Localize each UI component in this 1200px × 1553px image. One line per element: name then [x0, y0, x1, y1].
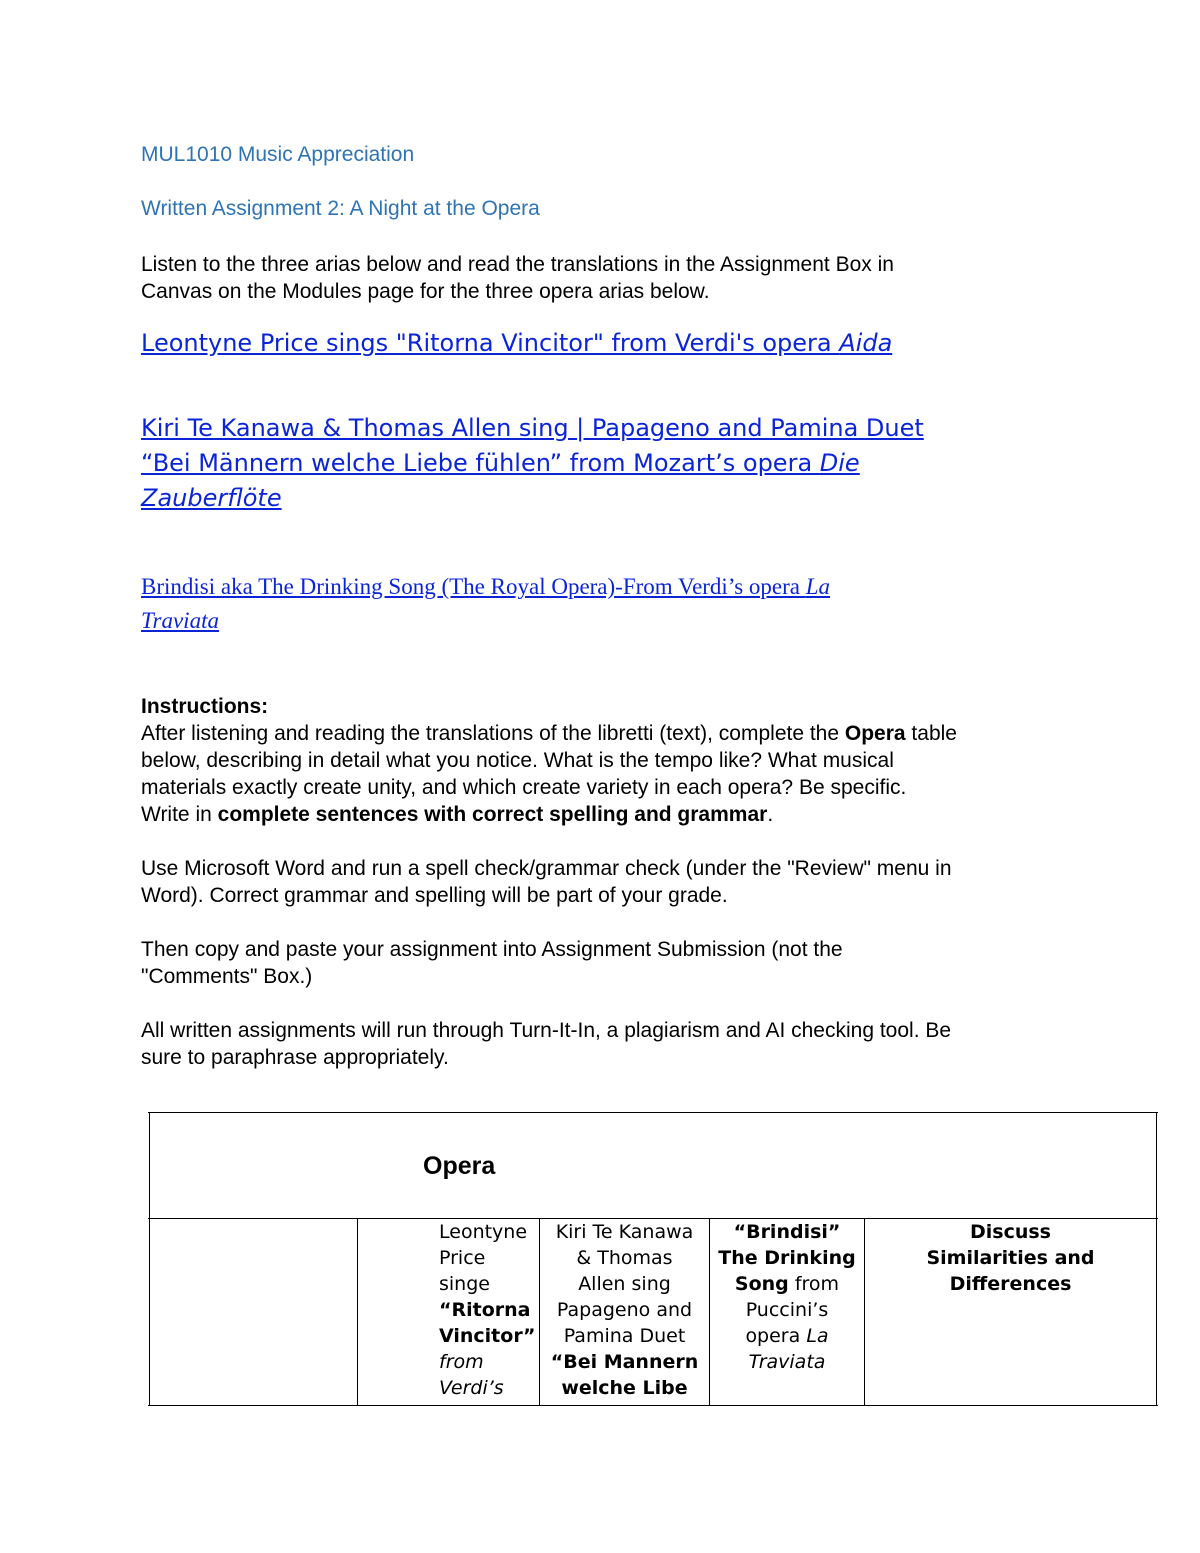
text: After listening and reading the translations of the libretti (text), complete the: [141, 722, 845, 745]
instructions-label: Instructions:: [141, 695, 269, 718]
cell-line: Kiri Te Kanawa: [555, 1221, 694, 1243]
link-italic[interactable]: Aida: [839, 329, 893, 357]
cell-line: from: [788, 1273, 840, 1295]
cell-line: Similarities and: [926, 1247, 1095, 1269]
text-bold: Opera: [844, 722, 906, 745]
link-text[interactable]: “Bei Männern welche Liebe fühlen” from Mozart’s opera: [141, 449, 820, 477]
table-border: [149, 1112, 150, 1406]
table-border: [148, 1405, 1158, 1406]
assignment-title: Written Assignment 2: A Night at the Opera: [141, 197, 540, 220]
text: table: [905, 722, 957, 745]
cell-line: Differences: [949, 1273, 1072, 1295]
table-border: [148, 1112, 1158, 1113]
text: "Comments" Box.): [141, 965, 313, 988]
cell-line: Price: [439, 1247, 486, 1269]
cell-line: Traviata: [748, 1351, 826, 1373]
instructions-block: [141, 693, 1071, 1071]
link-italic[interactable]: Zauberflöte: [141, 484, 282, 512]
table-cell-zauberflote: [540, 1219, 709, 1401]
cell-line: Pamina Duet: [563, 1325, 686, 1347]
text: Use Microsoft Word and run a spell check/grammar check (under the "Review" menu in: [141, 857, 952, 880]
text: Word). Correct grammar and spelling will be part of your grade.: [141, 884, 728, 907]
text: below, describing in detail what you notice. What is the tempo like? What musical: [141, 749, 894, 772]
cell-line: Discuss: [969, 1221, 1051, 1243]
table-cell-discuss: [865, 1219, 1156, 1297]
intro-line: Canvas on the Modules page for the three opera arias below.: [141, 280, 710, 303]
cell-line: La: [806, 1325, 829, 1347]
table-cell-traviata: [710, 1219, 864, 1375]
link-traviata[interactable]: [141, 570, 981, 638]
link-text[interactable]: Leontyne Price sings "Ritorna Vincitor" from Verdi's opera: [141, 329, 840, 357]
link-aida[interactable]: [141, 326, 1071, 361]
text: Then copy and paste your assignment into Assignment Submission (not the: [141, 938, 843, 961]
cell-line: Song: [734, 1273, 789, 1295]
table-border: [1156, 1112, 1157, 1406]
link-zauberflote[interactable]: [141, 411, 1071, 516]
table-title: Opera: [423, 1152, 496, 1180]
intro-paragraph: [141, 251, 1071, 305]
table-cell-aida: [439, 1219, 537, 1401]
link-italic[interactable]: La: [805, 574, 831, 599]
cell-line: singe: [439, 1273, 490, 1295]
cell-line: opera: [745, 1325, 807, 1347]
text: Write in: [141, 803, 218, 826]
cell-line: Papageno and: [556, 1299, 693, 1321]
link-italic[interactable]: Die: [819, 449, 860, 477]
text: All written assignments will run through Turn-It-In, a plagiarism and AI checking tool. Be: [141, 1019, 952, 1042]
cell-line: welche Libe: [561, 1377, 688, 1399]
course-title: MUL1010 Music Appreciation: [141, 143, 415, 166]
text: materials exactly create unity, and which create variety in each opera? Be specific.: [141, 776, 907, 799]
cell-line: “Ritorna: [439, 1299, 531, 1321]
cell-line: “Bei Mannern: [550, 1351, 699, 1373]
cell-line: Vincitor”: [439, 1325, 536, 1347]
text: sure to paraphrase appropriately.: [141, 1046, 449, 1069]
cell-line: Allen sing: [578, 1273, 671, 1295]
link-text[interactable]: Kiri Te Kanawa & Thomas Allen sing | Papageno and Pamina Duet: [141, 414, 924, 442]
table-border: [357, 1218, 358, 1406]
cell-line: Verdi’s: [439, 1377, 504, 1399]
cell-line: The Drinking: [718, 1247, 856, 1269]
text: .: [767, 803, 774, 826]
cell-line: “Brindisi”: [733, 1221, 841, 1243]
link-text[interactable]: Brindisi aka The Drinking Song (The Royal Opera)-From Verdi’s opera: [141, 574, 806, 599]
cell-line: & Thomas: [576, 1247, 673, 1269]
intro-line: Listen to the three arias below and read the translations in the Assignment Box in: [141, 253, 894, 276]
cell-line: from: [439, 1351, 484, 1373]
cell-line: Puccini’s: [745, 1299, 829, 1321]
link-italic[interactable]: Traviata: [141, 608, 219, 633]
cell-line: Leontyne: [439, 1221, 528, 1243]
text-bold: complete sentences with correct spelling and grammar: [217, 803, 768, 826]
